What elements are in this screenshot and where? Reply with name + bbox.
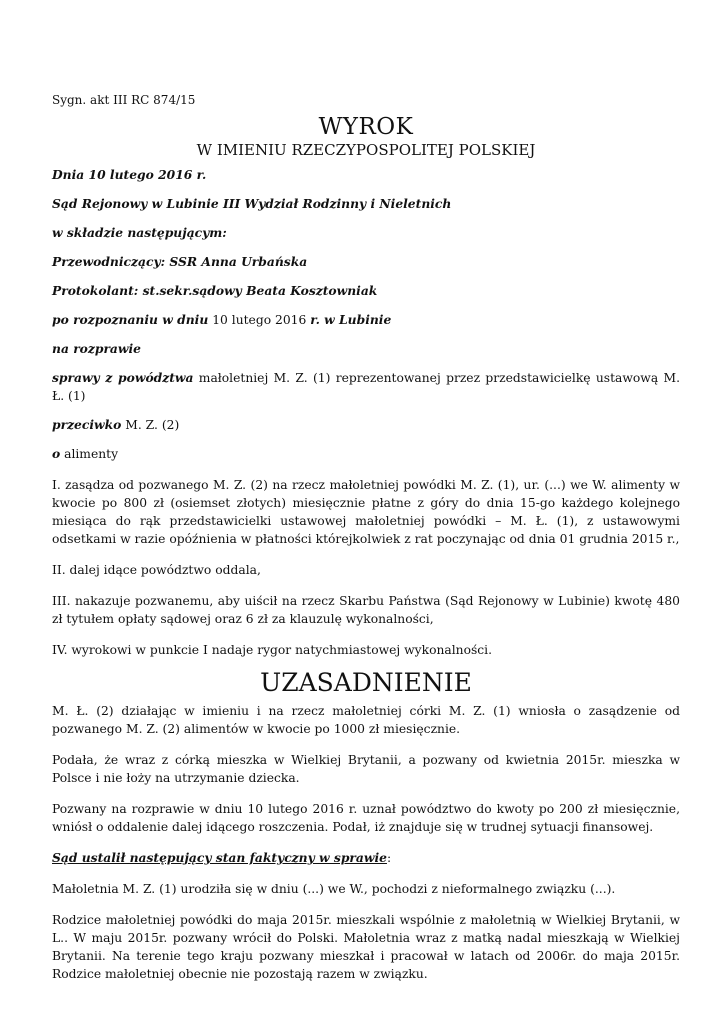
against-text: M. Z. (2) [121,418,180,432]
justification-paragraph-3: Pozwany na rozprawie w dniu 10 lutego 2016 r. uznał powództwo do kwoty po 200 zł miesięcznie, wniósł o oddalenie dalej idącego roszczenia. Podał, iż znajduje się w trudnej sytuacji finansowej. [52,802,680,834]
document-page [52,93,680,983]
hearing-prefix: po rozpoznaniu w dniu [52,312,209,327]
verdict-point-3: III. nakazuje pozwanemu, aby uiścił na rzecz Skarbu Państwa (Sąd Rejonowy w Lubinie) kwotę 480 zł tytułem opłaty sądowej oraz 6 zł za klauzulę wykonalności, [52,594,680,626]
justification-title: UZASADNIENIE [260,668,472,697]
facts-colon: : [386,851,392,865]
case-text: małoletniej M. Z. (1) reprezentowanej przez przedstawicielkę ustawową M. Ł. (1) [52,371,680,403]
hearing-suffix: r. w Lubinie [310,312,392,327]
facts-label: Sąd ustalił następujący stan faktyczny w sprawie [52,850,387,865]
case-signature: Sygn. akt III RC 874/15 [52,93,196,107]
facts-heading [52,849,680,867]
court-clerk: Protokolant: st.sekr.sądowy Beata Kosztowniak [52,283,378,298]
justification-paragraph-4: Małoletnia M. Z. (1) urodziła się w dniu (...) we W., pochodzi z nieformalnego związku (...). [52,882,616,896]
defendant-info [52,416,680,434]
justification-paragraph-5: Rodzice małoletniej powódki do maja 2015r. mieszkali wspólnie z małoletnią w Wielkiej Brytanii, w L.. W maju 2015r. pozwany wrócił do Polski. Małoletnia wraz z matką nadal mieszkają w Wielkiej Brytanii. Na terenie tego kraju pozwany mieszkał i pracował w latach od 2006r. do maja 2015r. Rodzice małoletniej obecnie nie pozostają razem w związku. [52,913,680,981]
hearing-date: 10 lutego 2016 [208,313,311,327]
justification-paragraph-1: M. Ł. (2) działając w imieniu i na rzecz małoletniej córki M. Z. (1) wniosła o zasądzenie od pozwanego M. Z. (2) alimentów w kwocie po 1000 zł miesięcznie. [52,704,680,736]
document-subtitle: W IMIENIU RZECZYPOSPOLITEJ POLSKIEJ [196,141,536,159]
case-label: sprawy z powództwa [52,370,194,385]
presiding-judge: Przewodniczący: SSR Anna Urbańska [52,254,308,269]
verdict-point-1: I. zasądza od pozwanego M. Z. (2) na rzecz małoletniej powódki M. Z. (1), ur. (...) we W. alimenty w kwocie po 800 zł (osiemset złotych) miesięcznie płatne z góry do dnia 15-go każdego kolejnego miesiąca do rąk przedstawicielki ustawowej małoletniej powódki – M. Ł. (1), z ustawowymi odsetkami w razie opóźnienia w płatności którejkolwiek z rat poczynając od dnia 01 grudnia 2015 r., [52,478,680,546]
verdict-point-4: IV. wyrokowi w punkcie I nadaje rygor natychmiastowej wykonalności. [52,643,493,657]
trial-label: na rozprawie [52,341,141,356]
about-text: alimenty [60,447,119,461]
case-description [52,369,680,405]
justification-paragraph-2: Podała, że wraz z córką mieszka w Wielkiej Brytanii, a pozwany od kwietnia 2015r. mieszka w Polsce i nie łoży na utrzymanie dziecka. [52,753,680,785]
court-name: Sąd Rejonowy w Lubinie III Wydział Rodzinny i Nieletnich [52,196,452,211]
hearing-info [52,311,680,329]
about-label: o [52,446,61,461]
verdict-date: Dnia 10 lutego 2016 r. [52,167,207,182]
document-title: WYROK [318,114,414,140]
composition-label: w składzie następującym: [52,225,227,240]
subject-info [52,445,680,463]
verdict-point-2: II. dalej idące powództwo oddala, [52,563,261,577]
against-label: przeciwko [52,417,122,432]
